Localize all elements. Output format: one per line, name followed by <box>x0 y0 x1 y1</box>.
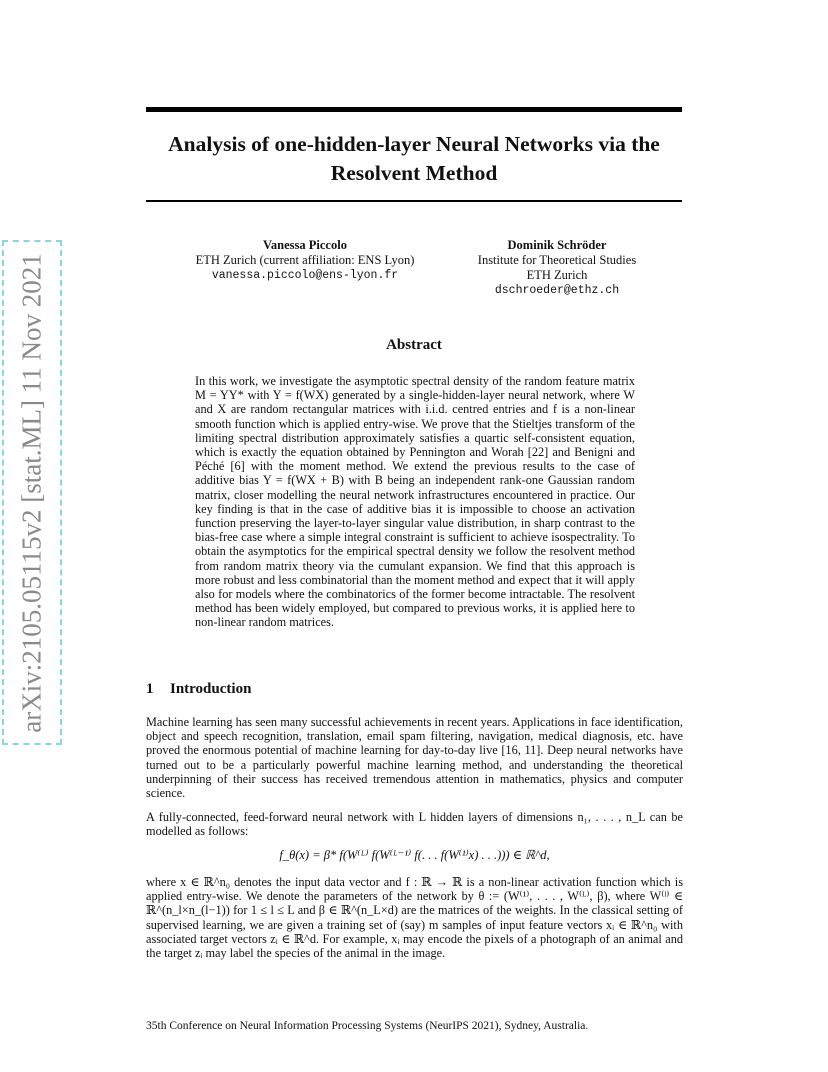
author-affiliation: Institute for Theoretical Studies <box>477 253 637 267</box>
body-paragraph: where x ∈ ℝ^n₀ denotes the input data vector and f : ℝ → ℝ is a non-linear activation function which is applied entry-wise. We denote the parameters of the network by θ := (W⁽¹⁾, . . . , W⁽ᴸ⁾, β), where W⁽ˡ⁾ ∈ ℝ^(n_l×n_(l−1)) for 1 ≤ l ≤ L and β ∈ ℝ^(n_L×d) are the matrices of the weights. In the classical setting of supervised learning, we are given a training set of (say) m samples of input feature vectors xᵢ ∈ ℝ^n₀ with associated target vectors zᵢ ∈ ℝ^d. For example, xᵢ may encode the pixels of a photograph of an animal and the target zᵢ may label the species of the animal in the image. <box>146 875 683 961</box>
author-block-1 <box>180 238 430 283</box>
author-block-2 <box>452 238 662 298</box>
section-number: 1 <box>146 681 154 697</box>
conference-footnote: 35th Conference on Neural Information Processing Systems (NeurIPS 2021), Sydney, Australia. <box>146 1020 589 1032</box>
abstract-heading: Abstract <box>386 337 442 353</box>
body-paragraph: A fully-connected, feed-forward neural network with L hidden layers of dimensions n₁, . . . , n_L can be modelled as follows: <box>146 810 683 839</box>
author-affiliation: ETH Zurich (current affiliation: ENS Lyon) <box>195 253 415 267</box>
title-top-rule <box>146 107 682 112</box>
author-email: dschroeder@ethz.ch <box>494 284 620 297</box>
display-equation: f_θ(x) = β* f(W⁽ᴸ⁾ f(W⁽ᴸ⁻¹⁾ f(. . . f(W⁽¹⁾x) . . .))) ∈ ℝ^d, <box>279 848 550 862</box>
section-title: Introduction <box>170 681 252 697</box>
arxiv-identifier: arXiv:2105.05115v2 [stat.ML] 11 Nov 2021 <box>16 252 47 733</box>
body-paragraph: Machine learning has seen many successful achievements in recent years. Applications in face identification, object and speech recognition, translation, email spam filtering, navigation, medical diagnosis, etc. have proved the enormous potential of machine learning for day-to-day live [16, 11]. Deep neural networks have turned out to be a particularly powerful machine learning method, and understanding the theoretical underpinning of their success has received tremendous attention in mathematics, physics and computer science. <box>146 715 683 801</box>
paper-title: Analysis of one-hidden-layer Neural Networks via the Resolvent Method <box>168 132 660 185</box>
author-name: Dominik Schröder <box>507 238 607 252</box>
arxiv-stamp <box>2 240 62 745</box>
author-email: vanessa.piccolo@ens-lyon.fr <box>211 269 399 282</box>
author-affiliation: ETH Zurich <box>526 268 588 282</box>
title-bottom-rule <box>146 200 682 202</box>
section-heading <box>146 681 251 698</box>
abstract-text: In this work, we investigate the asymptotic spectral density of the random feature matrix M = YY* with Y = f(WX) generated by a single-hidden-layer neural network, where W and X are random rectangular matrices with i.i.d. centred entries and f is a non-linear smooth function which is applied entry-wise. We prove that the Stieltjes transform of the limiting spectral distribution approximately satisfies a quartic self-consistent equation, which is exactly the equation obtained by Pennington and Worah [22] and Benigni and Péché [6] with the moment method. We extend the previous results to the case of additive bias Y = f(WX + B) with B being an independent rank-one Gaussian random matrix, closer modelling the neural network infrastructures encountered in practice. Our key finding is that in the case of additive bias it is impossible to choose an activation function preserving the layer-to-layer singular value distribution, in sharp contrast to the bias-free case where a simple integral constraint is sufficient to achieve isospectrality. To obtain the asymptotics for the empirical spectral density we follow the resolvent method from random matrix theory via the cumulant expansion. We find that this approach is more robust and less combinatorial than the moment method and expect that it will apply also for models where the combinatorics of the former become intractable. The resolvent method has been widely employed, but compared to previous works, it is applied here to non-linear random matrices. <box>195 374 635 630</box>
author-name: Vanessa Piccolo <box>263 238 347 252</box>
